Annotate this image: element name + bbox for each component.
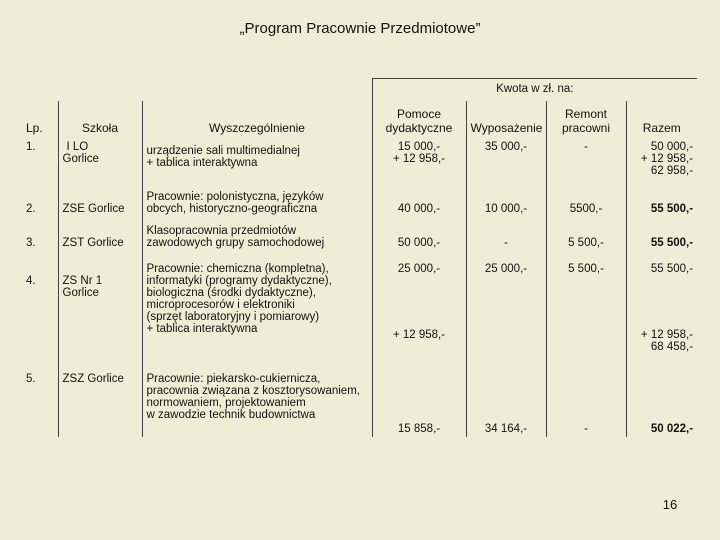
cell-opis <box>142 187 372 221</box>
cell-opis-line2: informatyki (programy dydaktyczne), <box>146 274 332 287</box>
cell-opis-line1: Klasopracownia przedmiotów <box>146 224 297 237</box>
cell-lp: 4. <box>22 259 58 369</box>
kwota-header: Kwota w zł. na: <box>372 79 697 101</box>
cell-szkola-line1: I LO <box>66 140 89 153</box>
cell-szkola: ZSZ Gorlice <box>58 369 142 437</box>
cell-pomoce-line1: 15 000,- <box>397 140 441 153</box>
cell-opis-line6: + tablica interaktywna <box>146 322 258 335</box>
header-wyposazenie: Wyposażenie <box>466 101 546 137</box>
table-row <box>22 369 697 437</box>
header-row-kwota <box>22 79 697 101</box>
cell-razem: 50 022,- <box>626 369 697 437</box>
cell-razem: 55 500,- <box>626 187 697 221</box>
cell-opis <box>142 221 372 259</box>
cell-razem-line3: 62 958,- <box>650 164 694 177</box>
cell-remont: 5500,- <box>546 187 626 221</box>
cell-szkola-line1: ZS Nr 1 <box>62 274 103 287</box>
cell-razem-line3: 68 458,- <box>650 340 694 353</box>
cell-szkola <box>58 137 142 187</box>
cell-wyposazenie: 10 000,- <box>466 187 546 221</box>
cell-pomoce <box>372 137 466 187</box>
cell-opis-line3: biologiczna (środki dydaktyczne), <box>146 286 316 299</box>
cell-pomoce: 50 000,- <box>372 221 466 259</box>
page-title: „Program Pracownie Przedmiotowe” <box>239 20 481 37</box>
cell-razem-line1: 50 000,- <box>650 140 694 153</box>
header-remont-line1: Remont <box>564 106 608 121</box>
cell-opis-line2: zawodowych grupy samochodowej <box>146 236 325 249</box>
cell-szkola: ZSE Gorlice <box>58 187 142 221</box>
cell-opis-line1: Pracownie: chemiczna (kompletna), <box>146 262 329 275</box>
header-wyszczegolnienie: Wyszczególnienie <box>142 101 372 137</box>
cell-remont: 5 500,- <box>546 259 626 369</box>
cell-lp: 3. <box>22 221 58 259</box>
cell-razem: 55 500,- <box>626 221 697 259</box>
cell-pomoce-line2: + 12 958,- <box>392 328 446 341</box>
cell-wyposazenie: 34 164,- <box>466 369 546 437</box>
cell-opis-line4: microprocesorów i elektroniki <box>146 298 295 311</box>
cell-razem <box>626 259 697 369</box>
table-row <box>22 259 697 369</box>
cell-wyposazenie: - <box>466 221 546 259</box>
header-szkola: Szkoła <box>58 101 142 137</box>
cell-opis-line5: (sprzęt laboratoryjny i pomiarowy) <box>146 310 320 323</box>
cell-opis-line4: w zawodzie technik budownictwa <box>146 408 316 421</box>
table-row <box>22 221 697 259</box>
cell-opis-line1: Pracownie: piekarsko-cukiernicza, <box>146 372 321 385</box>
cell-razem <box>626 137 697 187</box>
header-remont <box>546 101 626 137</box>
header-pomoce-line1: Pomoce <box>396 106 442 121</box>
cell-pomoce: 15 858,- <box>372 369 466 437</box>
cell-opis-line2: obcych, historyczno-geograficzna <box>146 202 318 215</box>
cell-razem-line1: 55 500,- <box>650 262 694 275</box>
cell-remont: - <box>546 369 626 437</box>
cell-opis-line3: normowaniem, projektowaniem <box>146 396 306 409</box>
cell-szkola: ZST Gorlice <box>58 221 142 259</box>
cell-razem-line2: + 12 958,- <box>640 152 694 165</box>
page-number: 16 <box>662 497 678 512</box>
cell-pomoce <box>372 259 466 369</box>
cell-razem-line2: + 12 958,- <box>640 328 694 341</box>
cell-pomoce-line2: + 12 958,- <box>392 152 446 165</box>
cell-opis-line2: pracownia związana z kosztorysowaniem, <box>146 384 360 397</box>
cell-lp: 1. <box>22 137 58 187</box>
cell-remont: 5 500,- <box>546 221 626 259</box>
header-remont-line2: pracowni <box>561 120 611 135</box>
cell-opis <box>142 259 372 369</box>
cell-opis <box>142 137 372 187</box>
table-row <box>22 187 697 221</box>
cell-szkola-line2: Gorlice <box>62 152 99 165</box>
cell-pomoce: 40 000,- <box>372 187 466 221</box>
cell-opis-line1: Pracownie: polonistyczna, języków <box>146 190 324 203</box>
cell-pomoce-line1: 25 000,- <box>397 262 441 275</box>
header-row <box>22 101 697 137</box>
cell-szkola-line2: Gorlice <box>62 286 99 299</box>
cell-szkola <box>58 259 142 369</box>
cell-opis-line2: + tablica interaktywna <box>146 156 258 169</box>
cell-opis <box>142 369 372 437</box>
cell-opis-line1: urządzenie sali multimedialnej <box>146 144 300 157</box>
table-row <box>22 137 697 187</box>
cell-lp: 2. <box>22 187 58 221</box>
header-pomoce-line2: dydaktyczne <box>385 120 453 135</box>
header-razem: Razem <box>626 101 697 137</box>
cell-wyposazenie: 25 000,- <box>466 259 546 369</box>
header-lp: Lp. <box>22 101 58 137</box>
cell-wyposazenie: 35 000,- <box>466 137 546 187</box>
header-pomoce <box>372 101 466 137</box>
cell-remont: - <box>546 137 626 187</box>
budget-table <box>22 78 697 437</box>
cell-lp: 5. <box>22 369 58 437</box>
